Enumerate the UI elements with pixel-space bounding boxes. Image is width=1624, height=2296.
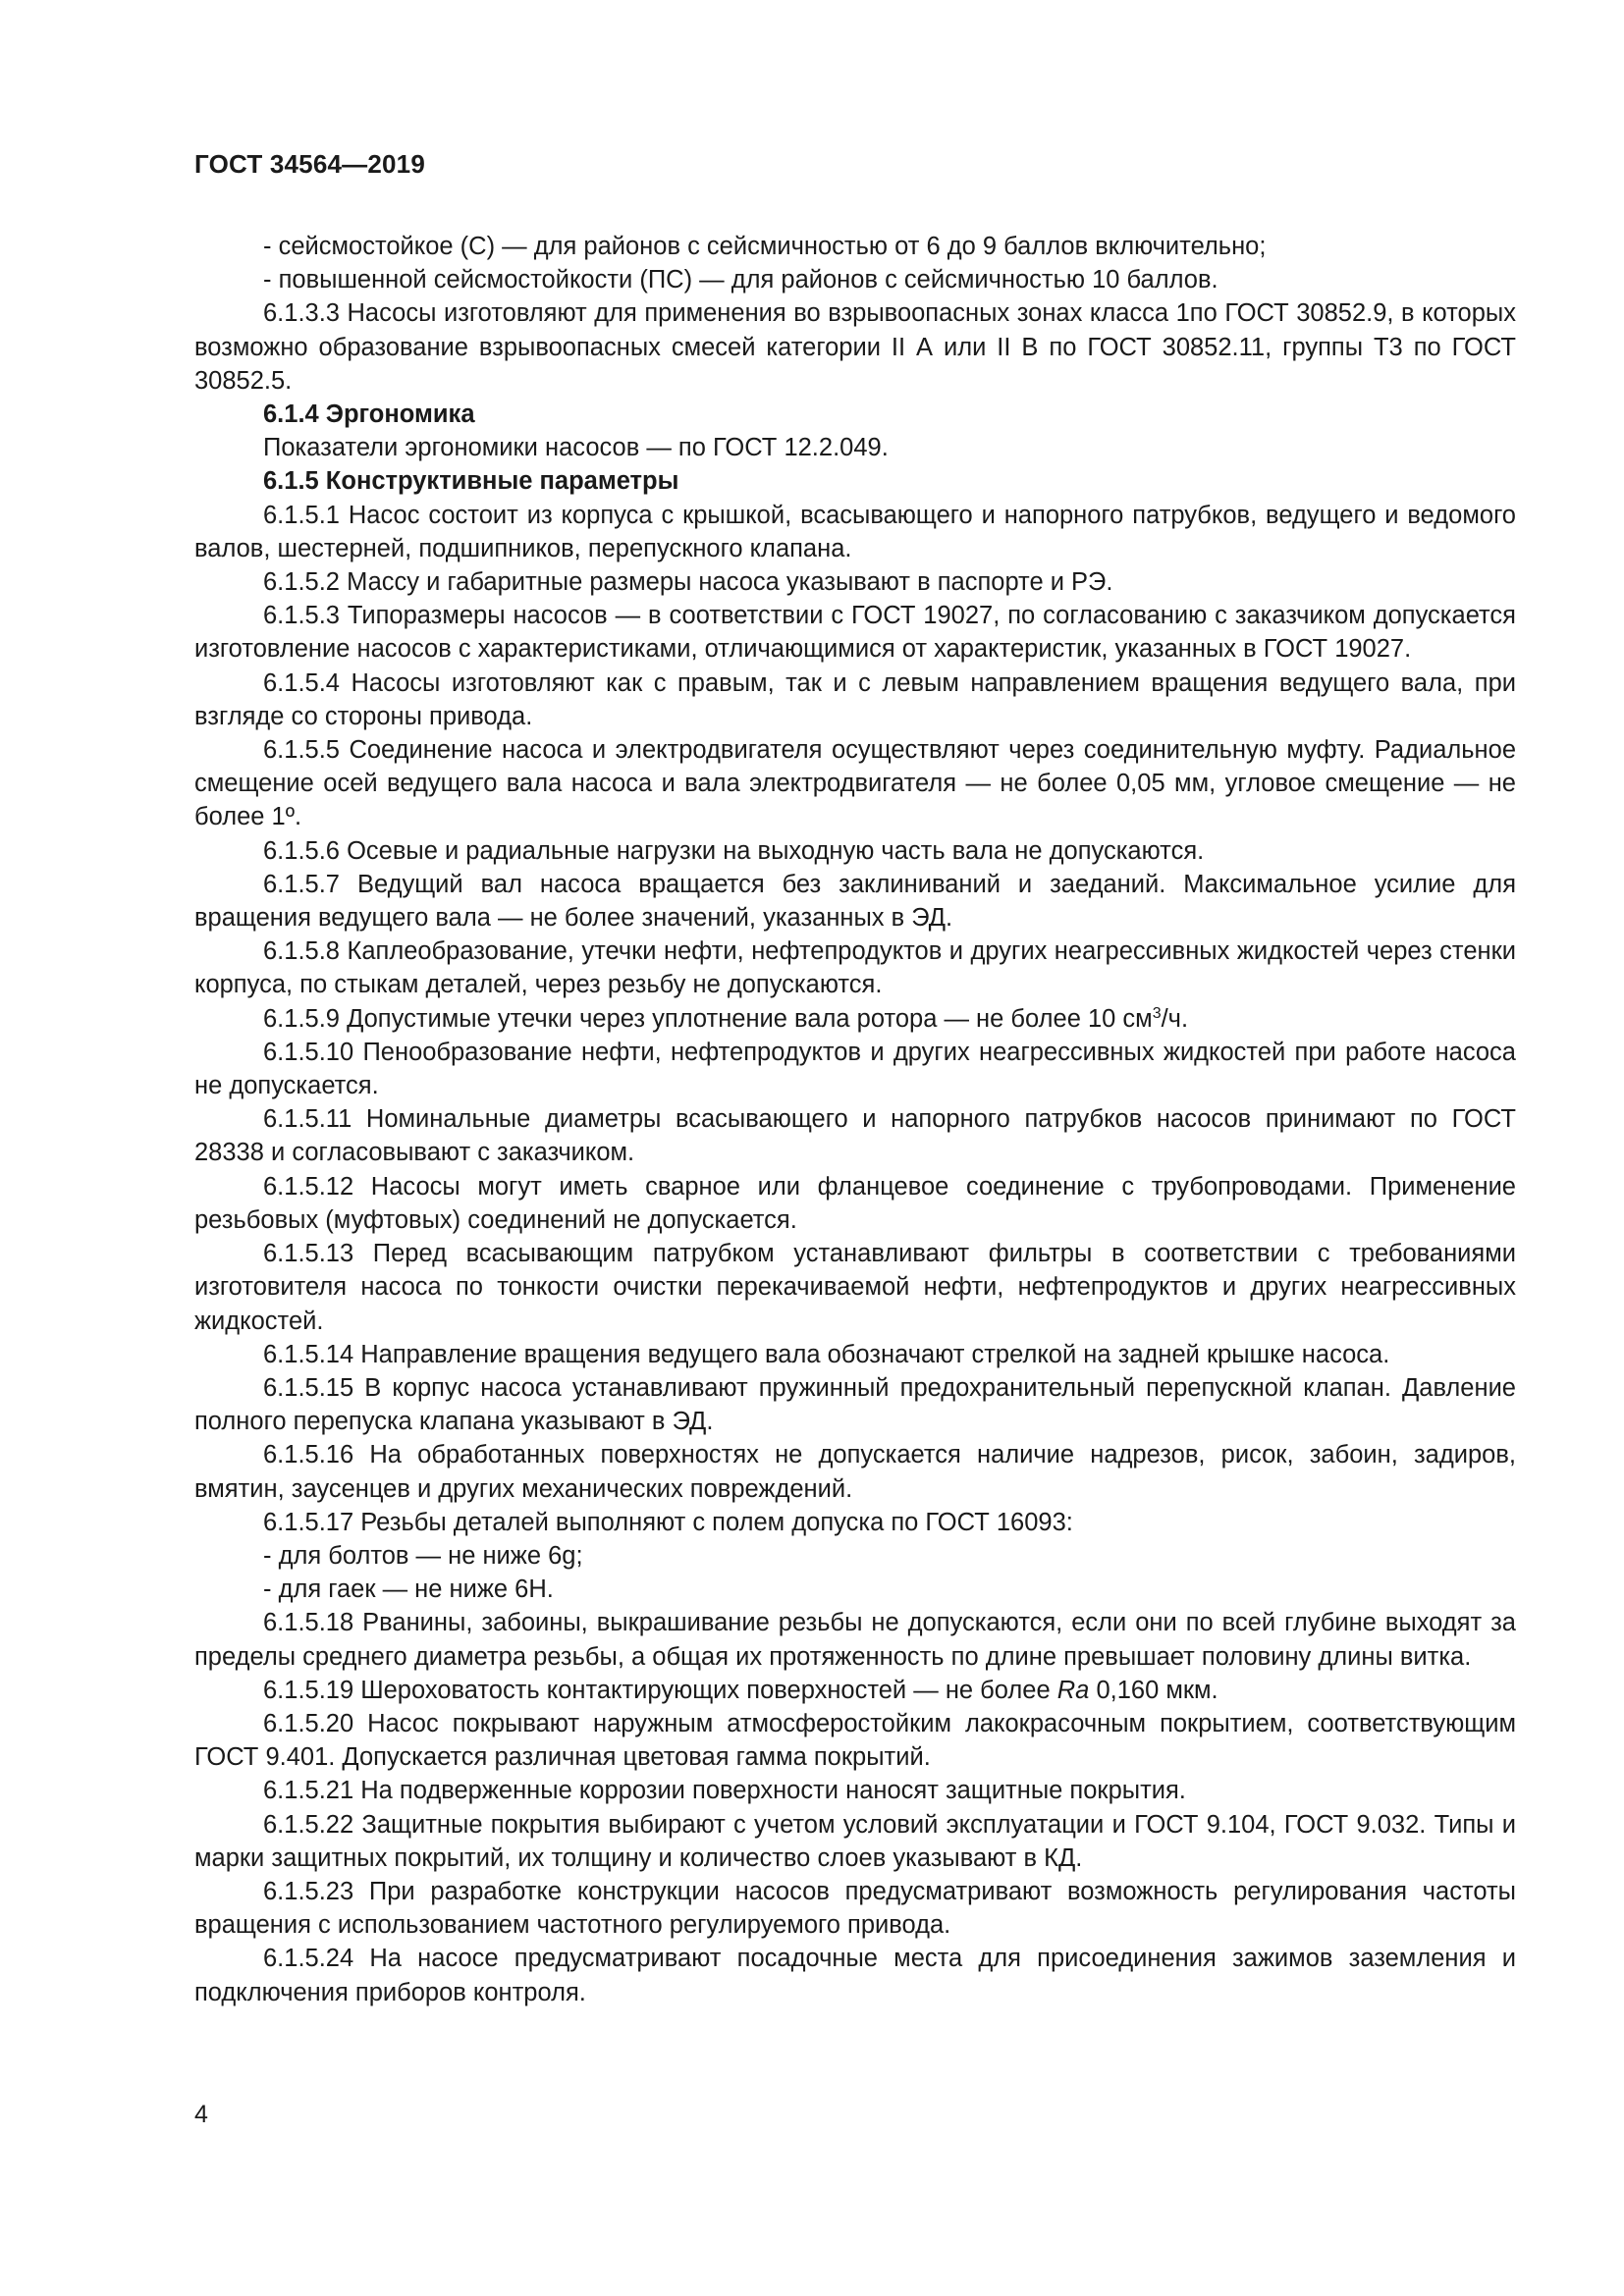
clause-6-1-5-19 bbox=[194, 1674, 1516, 1707]
clause-6-1-5-23: 6.1.5.23 При разработке конструкции насосов предусматривают возможность регулирования частоты вращения с использованием частотного регулируемого привода. bbox=[194, 1877, 1516, 1940]
clause-6-1-5-17: 6.1.5.17 Резьбы деталей выполняют с полем допуска по ГОСТ 16093: bbox=[263, 1508, 1073, 1536]
superscript-cubed: 3 bbox=[1152, 1004, 1162, 1022]
clause-6-1-5-12: 6.1.5.12 Насосы могут иметь сварное или фланцевое соединение с трубопроводами. Применение резьбовых (муфтовых) соединений не допускается. bbox=[194, 1172, 1516, 1234]
clause-6-1-5-20: 6.1.5.20 Насос покрывают наружным атмосферостойким лакокрасочным покрытием, соответствующим ГОСТ 9.401. Допускается различная цветовая гамма покрытий. bbox=[194, 1709, 1516, 1772]
clause-6-1-5-9-unit: /ч. bbox=[1161, 1004, 1189, 1033]
clause-6-1-3-3: 6.1.3.3 Насосы изготовляют для применения во взрывоопасных зонах класса 1по ГОСТ 30852.9, в которых возможно образование взрывоопасных смесей категории II А или II В по ГОСТ 30852.11, группы Т3 по ГОСТ 30852.5. bbox=[194, 299, 1516, 395]
clause-6-1-5-11: 6.1.5.11 Номинальные диаметры всасывающего и напорного патрубков насосов принимают по ГОСТ 28338 и согласовывают с заказчиком. bbox=[194, 1105, 1516, 1167]
clause-6-1-5-15: 6.1.5.15 В корпус насоса устанавливают пружинный предохранительный перепускной клапан. Давление полного перепуска клапана указывают в ЭД. bbox=[194, 1373, 1516, 1436]
section-heading-design-parameters: 6.1.5 Конструктивные параметры bbox=[263, 467, 679, 496]
document-body bbox=[194, 230, 1516, 2009]
clause-6-1-5-24: 6.1.5.24 На насосе предусматривают посадочные места для присоединения зажимов заземления и подключения приборов контроля. bbox=[194, 1945, 1516, 2006]
clause-6-1-5-7: 6.1.5.7 Ведущий вал насоса вращается без заклиниваний и заеданий. Максимальное усилие для вращения ведущего вала — не более значений, указанных в ЭД. bbox=[194, 870, 1516, 933]
list-item-nuts: - для гаек — не ниже 6Н. bbox=[263, 1575, 554, 1604]
clause-6-1-5-9-text: 6.1.5.9 Допустимые утечки через уплотнение вала ротора — не более 10 см bbox=[263, 1004, 1153, 1033]
clause-6-1-5-19-value: 0,160 мкм. bbox=[1089, 1676, 1218, 1704]
clause-6-1-5-3: 6.1.5.3 Типоразмеры насосов — в соответствии с ГОСТ 19027, по согласованию с заказчиком допускается изготовление насосов с характеристиками, отличающимися от характеристик, указанных в ГОСТ 19027. bbox=[194, 602, 1516, 664]
clause-6-1-5-10: 6.1.5.10 Пенообразование нефти, нефтепродуктов и других неагрессивных жидкостей при работе насоса не допускается. bbox=[194, 1038, 1516, 1100]
clause-6-1-5-1: 6.1.5.1 Насос состоит из корпуса с крышкой, всасывающего и напорного патрубков, ведущего и ведомого валов, шестерней, подшипников, перепускного клапана. bbox=[194, 501, 1516, 562]
list-item-seismic-resistant: - сейсмостойкое (С) — для районов с сейсмичностью от 6 до 9 баллов включительно; bbox=[263, 233, 1267, 260]
list-item-increased-seismic: - повышенной сейсмостойкости (ПС) — для районов с сейсмичностью 10 баллов. bbox=[263, 266, 1218, 294]
list-item-bolts: - для болтов — не ниже 6g; bbox=[263, 1541, 583, 1570]
clause-6-1-5-21: 6.1.5.21 На подверженные коррозии поверхности наносят защитные покрытия. bbox=[263, 1777, 1186, 1805]
clause-6-1-5-13: 6.1.5.13 Перед всасывающим патрубком устанавливают фильтры в соответствии с требованиями изготовителя насоса по тонкости очистки перекачиваемой нефти, нефтепродуктов и других неагрессивных жидкостей. bbox=[194, 1240, 1516, 1335]
roughness-symbol: Ra bbox=[1056, 1676, 1090, 1704]
page-number: 4 bbox=[194, 2101, 208, 2128]
clause-6-1-5-22: 6.1.5.22 Защитные покрытия выбирают с учетом условий эксплуатации и ГОСТ 9.104, ГОСТ 9.032. Типы и марки защитных покрытий, их толщину и количество слоев указывают в КД. bbox=[194, 1810, 1516, 1872]
clause-6-1-5-16: 6.1.5.16 На обработанных поверхностях не допускается наличие надрезов, рисок, забоин, задиров, вмятин, заусенцев и других механических повреждений. bbox=[194, 1441, 1516, 1503]
clause-6-1-5-8: 6.1.5.8 Каплеобразование, утечки нефти, нефтепродуктов и других неагрессивных жидкостей через стенки корпуса, по стыкам деталей, через резьбу не допускаются. bbox=[194, 937, 1516, 999]
clause-6-1-5-2: 6.1.5.2 Массу и габаритные размеры насоса указывают в паспорте и РЭ. bbox=[263, 568, 1113, 597]
standard-header: ГОСТ 34564—2019 bbox=[194, 149, 425, 179]
clause-6-1-5-5: 6.1.5.5 Соединение насоса и электродвигателя осуществляют через соединительную муфту. Радиальное смещение осей ведущего вала насоса и вала электродвигателя — не более 0,05 мм, угловое смещение — не более 1º. bbox=[194, 736, 1516, 831]
clause-6-1-5-18: 6.1.5.18 Рванины, забоины, выкрашивание резьбы не допускаются, если они по всей глубине выходят за пределы среднего диаметра резьбы, а общая их протяженность по длине превышает половину длины витка. bbox=[194, 1609, 1516, 1671]
clause-6-1-5-14: 6.1.5.14 Направление вращения ведущего вала обозначают стрелкой на задней крышке насоса. bbox=[263, 1340, 1390, 1368]
clause-6-1-5-6: 6.1.5.6 Осевые и радиальные нагрузки на выходную часть вала не допускаются. bbox=[263, 836, 1205, 865]
clause-6-1-5-19-text: 6.1.5.19 Шероховатость контактирующих поверхностей — не более bbox=[263, 1676, 1057, 1704]
section-heading-ergonomics: 6.1.4 Эргономика bbox=[263, 400, 475, 429]
clause-6-1-5-9 bbox=[194, 1002, 1516, 1036]
clause-6-1-5-4: 6.1.5.4 Насосы изготовляют как с правым, так и с левым направлением вращения ведущего вала, при взгляде со стороны привода. bbox=[194, 668, 1516, 730]
ergonomics-text: Показатели эргономики насосов — по ГОСТ 12.2.049. bbox=[263, 434, 889, 462]
